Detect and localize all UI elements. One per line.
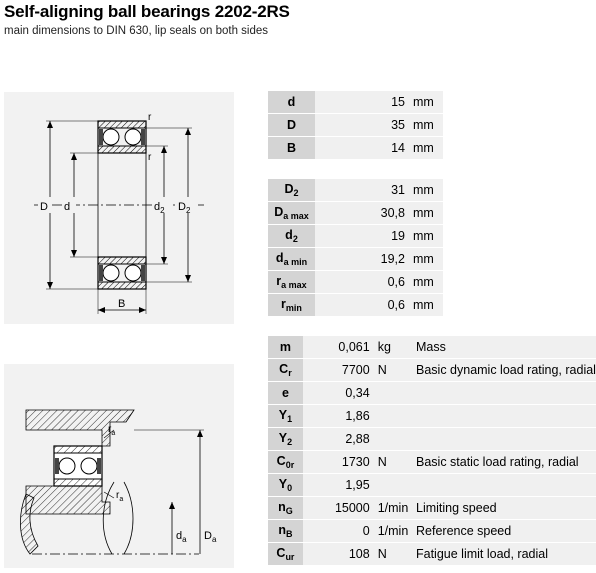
unit-cell: mm <box>408 294 443 317</box>
table-row <box>268 202 443 225</box>
symbol-cell <box>268 91 315 114</box>
load-ratings-table <box>268 336 596 566</box>
svg-text:da <box>176 530 187 544</box>
table-row <box>268 405 596 428</box>
description-cell: Mass <box>412 336 596 359</box>
value-cell: 30,8 <box>315 202 408 225</box>
table-row <box>268 114 443 137</box>
mounting-drawing-panel <box>4 364 234 568</box>
value-cell: 108 <box>303 543 373 566</box>
label-d2-sub: 2 <box>160 206 165 215</box>
symbol-text: e <box>281 386 289 400</box>
description-cell: Limiting speed <box>412 497 596 520</box>
page-title: Self-aligning ball bearings 2202-2RS <box>4 2 290 21</box>
unit-cell: N <box>373 359 412 382</box>
label-Da: D <box>204 530 212 542</box>
symbol-text: D <box>274 205 284 219</box>
symbol-cell <box>268 294 315 317</box>
unit-cell: kg <box>373 336 412 359</box>
unit-cell: mm <box>408 114 443 137</box>
symbol-text: r <box>281 297 286 311</box>
unit-cell: 1/min <box>373 497 412 520</box>
table-row <box>268 248 443 271</box>
description-cell <box>412 382 596 405</box>
symbol-cell <box>268 405 303 428</box>
description-cell: Reference speed <box>412 520 596 543</box>
label-r-inner: r <box>148 152 152 163</box>
unit-cell: N <box>373 543 412 566</box>
symbol-subscript: 1 <box>287 414 293 424</box>
symbol-text: C <box>276 454 286 468</box>
symbol-subscript: 2 <box>292 234 298 244</box>
symbol-cell <box>268 114 315 137</box>
table-row <box>268 137 443 160</box>
table-row <box>268 179 443 202</box>
value-cell: 7700 <box>303 359 373 382</box>
unit-cell <box>373 405 412 428</box>
value-cell: 14 <box>315 137 408 160</box>
mounting-dimensions-drawing <box>4 364 234 568</box>
label-B: B <box>118 298 126 310</box>
bearing-cross-section-drawing <box>4 92 234 324</box>
label-ra-upper-sub: a <box>111 430 116 437</box>
table-row <box>268 225 443 248</box>
symbol-cell <box>268 382 303 405</box>
description-cell: Fatigue limit load, radial <box>412 543 596 566</box>
bearing-drawing-panel <box>4 92 234 324</box>
symbol-text: D <box>284 182 294 196</box>
table-row <box>268 294 443 317</box>
description-cell <box>412 405 596 428</box>
table-row <box>268 359 596 382</box>
label-Da-sub: a <box>211 535 217 544</box>
symbol-cell <box>268 520 303 543</box>
symbol-text: B <box>286 141 297 155</box>
table-row <box>268 543 596 566</box>
table-row <box>268 271 443 294</box>
symbol-subscript: 0r <box>285 460 295 470</box>
label-ra-upper: r <box>108 424 112 435</box>
symbol-text: n <box>278 500 286 514</box>
symbol-text: C <box>276 546 286 560</box>
label-D: D <box>40 201 48 213</box>
unit-cell: mm <box>408 202 443 225</box>
value-cell: 35 <box>315 114 408 137</box>
value-cell: 1730 <box>303 451 373 474</box>
description-cell <box>412 428 596 451</box>
main-dimensions-table <box>268 91 443 160</box>
page-subtitle: main dimensions to DIN 630, lip seals on both sides <box>4 25 269 37</box>
symbol-subscript: a max <box>283 211 309 221</box>
mounting-dimensions-table <box>268 179 443 317</box>
label-d2: d <box>154 201 161 213</box>
value-cell: 19,2 <box>315 248 408 271</box>
table-row <box>268 474 596 497</box>
table-row <box>268 497 596 520</box>
symbol-cell <box>268 225 315 248</box>
value-cell: 31 <box>315 179 408 202</box>
symbol-text: Y <box>278 431 288 445</box>
value-cell: 19 <box>315 225 408 248</box>
symbol-cell <box>268 179 315 202</box>
symbol-subscript: a max <box>281 280 307 290</box>
unit-cell: mm <box>408 137 443 160</box>
unit-cell: mm <box>408 91 443 114</box>
table-row <box>268 382 596 405</box>
value-cell: 2,88 <box>303 428 373 451</box>
symbol-text: D <box>286 118 297 132</box>
value-cell: 0,6 <box>315 271 408 294</box>
unit-cell <box>373 474 412 497</box>
label-D2-sub: 2 <box>185 206 191 215</box>
description-cell: Basic dynamic load rating, radial <box>412 359 596 382</box>
symbol-cell <box>268 137 315 160</box>
label-da: d <box>176 530 183 542</box>
symbol-subscript: r <box>288 368 292 378</box>
value-cell: 15000 <box>303 497 373 520</box>
label-r-outer: r <box>148 112 152 123</box>
description-cell: Basic static load rating, radial <box>412 451 596 474</box>
value-cell: 1,86 <box>303 405 373 428</box>
label-ra-lower-sub: a <box>119 496 124 503</box>
symbol-text: C <box>279 362 289 376</box>
symbol-subscript: B <box>286 529 293 539</box>
unit-cell: N <box>373 451 412 474</box>
symbol-cell <box>268 359 303 382</box>
symbol-text: d <box>285 228 293 242</box>
symbol-subscript: 2 <box>287 437 293 447</box>
symbol-subscript: 2 <box>293 188 299 198</box>
table-row <box>268 428 596 451</box>
svg-text:Da <box>204 530 217 544</box>
table-row <box>268 451 596 474</box>
unit-cell <box>373 428 412 451</box>
unit-cell: 1/min <box>373 520 412 543</box>
value-cell: 0,34 <box>303 382 373 405</box>
table-row <box>268 91 443 114</box>
symbol-cell <box>268 497 303 520</box>
symbol-text: m <box>279 340 291 354</box>
symbol-text: r <box>276 274 282 288</box>
svg-text:ra <box>116 490 123 503</box>
symbol-cell <box>268 248 315 271</box>
upper-bearing-section <box>98 121 146 153</box>
value-cell: 0,6 <box>315 294 408 317</box>
value-cell: 15 <box>315 91 408 114</box>
symbol-text: d <box>275 251 284 265</box>
symbol-text: Y <box>278 408 288 422</box>
unit-cell <box>373 382 412 405</box>
symbol-cell <box>268 451 303 474</box>
symbol-subscript: a min <box>283 257 308 267</box>
table-row <box>268 520 596 543</box>
symbol-cell <box>268 202 315 225</box>
table-row <box>268 336 596 359</box>
value-cell: 1,95 <box>303 474 373 497</box>
symbol-text: Y <box>278 477 288 491</box>
label-d: d <box>64 201 71 213</box>
symbol-subscript: min <box>285 303 302 313</box>
value-cell: 0 <box>303 520 373 543</box>
symbol-subscript: ur <box>285 552 295 562</box>
symbol-cell <box>268 336 303 359</box>
symbol-text: n <box>278 523 286 537</box>
unit-cell: mm <box>408 225 443 248</box>
symbol-text: d <box>287 95 296 109</box>
lower-bearing-section <box>98 257 146 289</box>
label-ra-lower: r <box>116 490 120 501</box>
unit-cell: mm <box>408 179 443 202</box>
label-da-sub: a <box>182 535 187 544</box>
symbol-cell <box>268 271 315 294</box>
description-cell <box>412 474 596 497</box>
value-cell: 0,061 <box>303 336 373 359</box>
symbol-subscript: G <box>285 506 293 516</box>
unit-cell: mm <box>408 271 443 294</box>
symbol-subscript: 0 <box>287 483 293 493</box>
symbol-cell <box>268 474 303 497</box>
symbol-cell <box>268 543 303 566</box>
symbol-cell <box>268 428 303 451</box>
unit-cell: mm <box>408 248 443 271</box>
label-D2: D <box>178 201 186 213</box>
